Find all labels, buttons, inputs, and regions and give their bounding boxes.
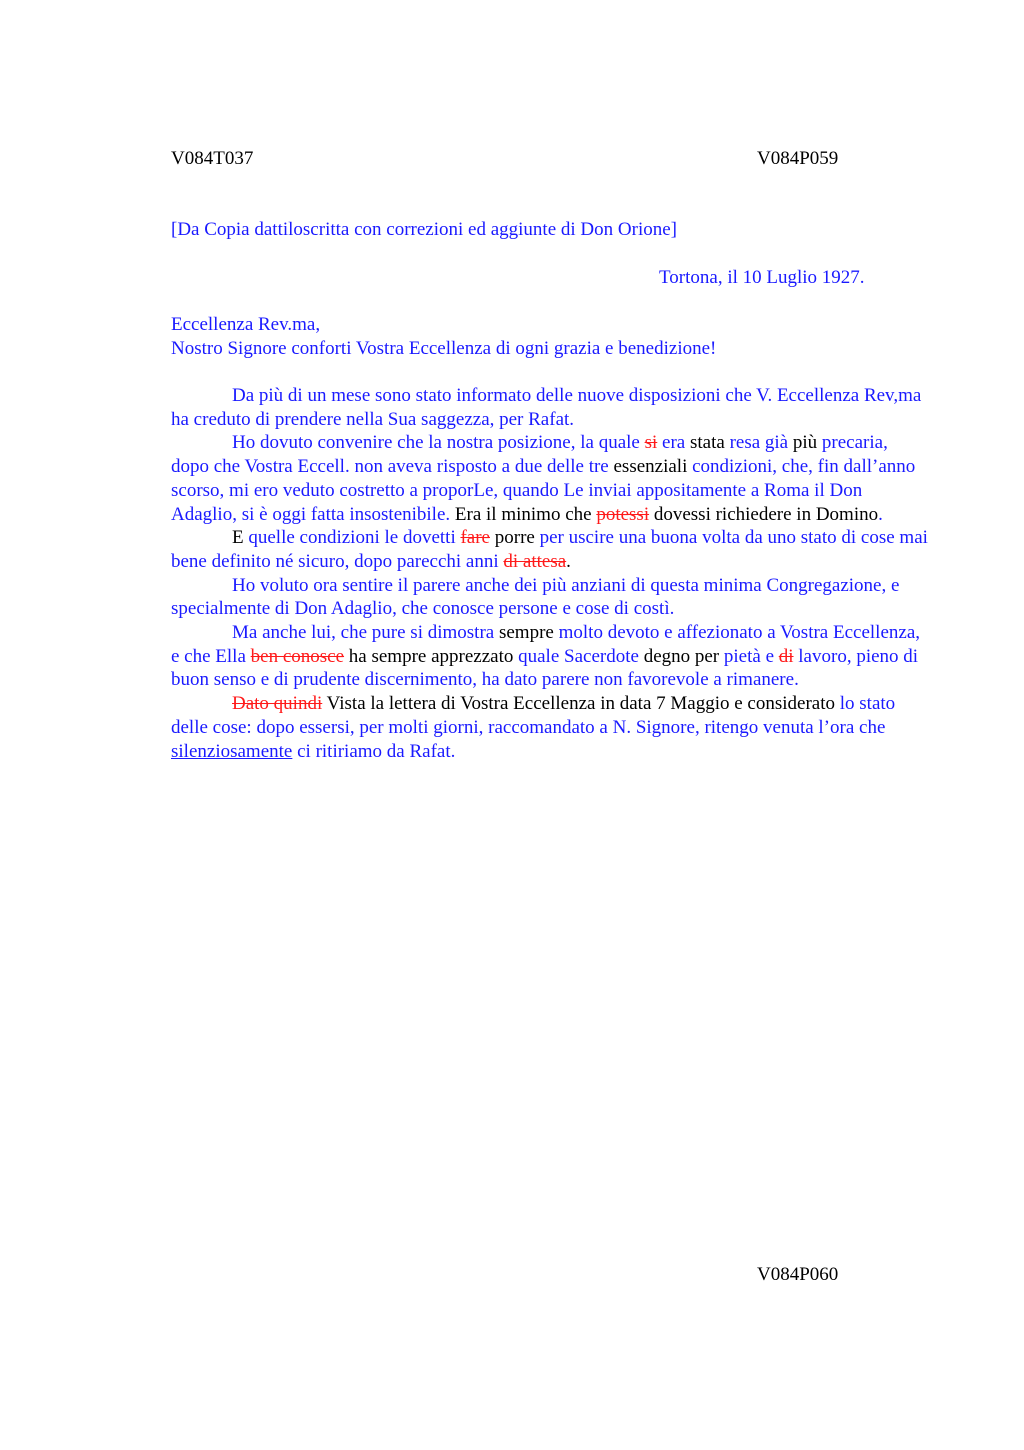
- deleted-text: Dato quindi: [232, 693, 323, 715]
- text-run: condizioni, che, fin dall’anno scorso, mi ero veduto costretto a proporLe, quando Le inviai appositamente a Roma il Don Adaglio, si è oggi fatta insostenibile.: [171, 456, 916, 525]
- letter-paragraph: [171, 621, 929, 692]
- text-run: dovessi richiedere in Domino: [649, 503, 879, 525]
- document-code-right: V084P059: [757, 148, 839, 169]
- letter-paragraph: [171, 384, 929, 431]
- deleted-text: ben conosce: [250, 645, 345, 667]
- text-run: sempre: [498, 622, 559, 644]
- deleted-text: potessi: [596, 503, 650, 525]
- text-run: pietà e: [723, 645, 779, 667]
- text-run: precaria, dopo che Vostra Eccell. non aveva risposto a due delle tre: [171, 432, 888, 478]
- letter-paragraph: [171, 431, 929, 526]
- text-run: Vista la lettera di Vostra Eccellenza in data 7 Maggio e considerato: [322, 693, 840, 715]
- letter-paragraph: [171, 526, 929, 573]
- text-run: Ma anche lui, che pure si dimostra: [232, 622, 499, 644]
- source-note: [Da Copia dattiloscritta con correzioni ed aggiunte di Don Orione]: [171, 219, 677, 240]
- text-run: silenziosamente: [171, 740, 293, 762]
- text-run: per uscire una buona volta da uno stato di cose mai bene definito né sicuro, dopo parecchi anni: [171, 527, 928, 572]
- deleted-text: si: [644, 432, 658, 454]
- document-code-left: V084T037: [171, 148, 254, 169]
- text-run: ha sempre apprezzato: [344, 645, 519, 667]
- deleted-text: fare: [460, 527, 490, 549]
- place-date: Tortona, il 10 Luglio 1927.: [659, 267, 865, 288]
- text-run: resa già: [729, 432, 793, 454]
- text-run: Ho dovuto convenire che la nostra posizione, la quale: [232, 432, 645, 454]
- text-run: stata: [689, 432, 730, 454]
- text-run: molto devoto e affezionato a Vostra Eccellenza, e che Ella: [171, 622, 920, 667]
- text-run: quale Sacerdote: [518, 645, 644, 667]
- text-run: E: [232, 527, 249, 549]
- text-run: Ho voluto ora sentire il parere anche dei più anziani di questa minima Congregazione, e specialmente di Don Adaglio, che conosce persone e cose di costì.: [171, 574, 900, 620]
- deleted-text: di: [778, 645, 794, 667]
- text-run: era: [657, 432, 690, 454]
- text-run: essenziali: [613, 456, 693, 478]
- letter-paragraph: [171, 574, 929, 621]
- page-code-footer: V084P060: [757, 1264, 839, 1285]
- text-run: .: [878, 503, 883, 525]
- text-run: lavoro, pieno di buon senso e di prudente discernimento, ha dato parere non favorevole a rimanere.: [171, 645, 919, 691]
- text-run: porre: [490, 527, 540, 549]
- text-run: Era il minimo che: [450, 503, 597, 525]
- text-run: .: [566, 550, 571, 572]
- letter-body: [171, 384, 929, 763]
- salutation-line-2: Nostro Signore conforti Vostra Eccellenza di ogni grazia e benedizione!: [171, 338, 717, 359]
- text-run: lo stato delle cose: dopo essersi, per molti giorni, raccomandato a N. Signore, ritengo venuta l’ora che: [171, 693, 896, 738]
- text-run: quelle condizioni le dovetti: [248, 527, 461, 549]
- text-run: degno per: [643, 645, 724, 667]
- text-run: ci ritiriamo da Rafat.: [292, 740, 456, 762]
- letter-paragraph: [171, 692, 929, 763]
- text-run: Da più di un mese sono stato informato delle nuove disposizioni che V. Eccellenza Rev,ma ha creduto di prendere nella Sua saggezza, per Rafat.: [171, 385, 922, 430]
- text-run: più: [792, 432, 822, 454]
- deleted-text: di attesa: [503, 550, 567, 572]
- salutation-line-1: Eccellenza Rev.ma,: [171, 314, 321, 335]
